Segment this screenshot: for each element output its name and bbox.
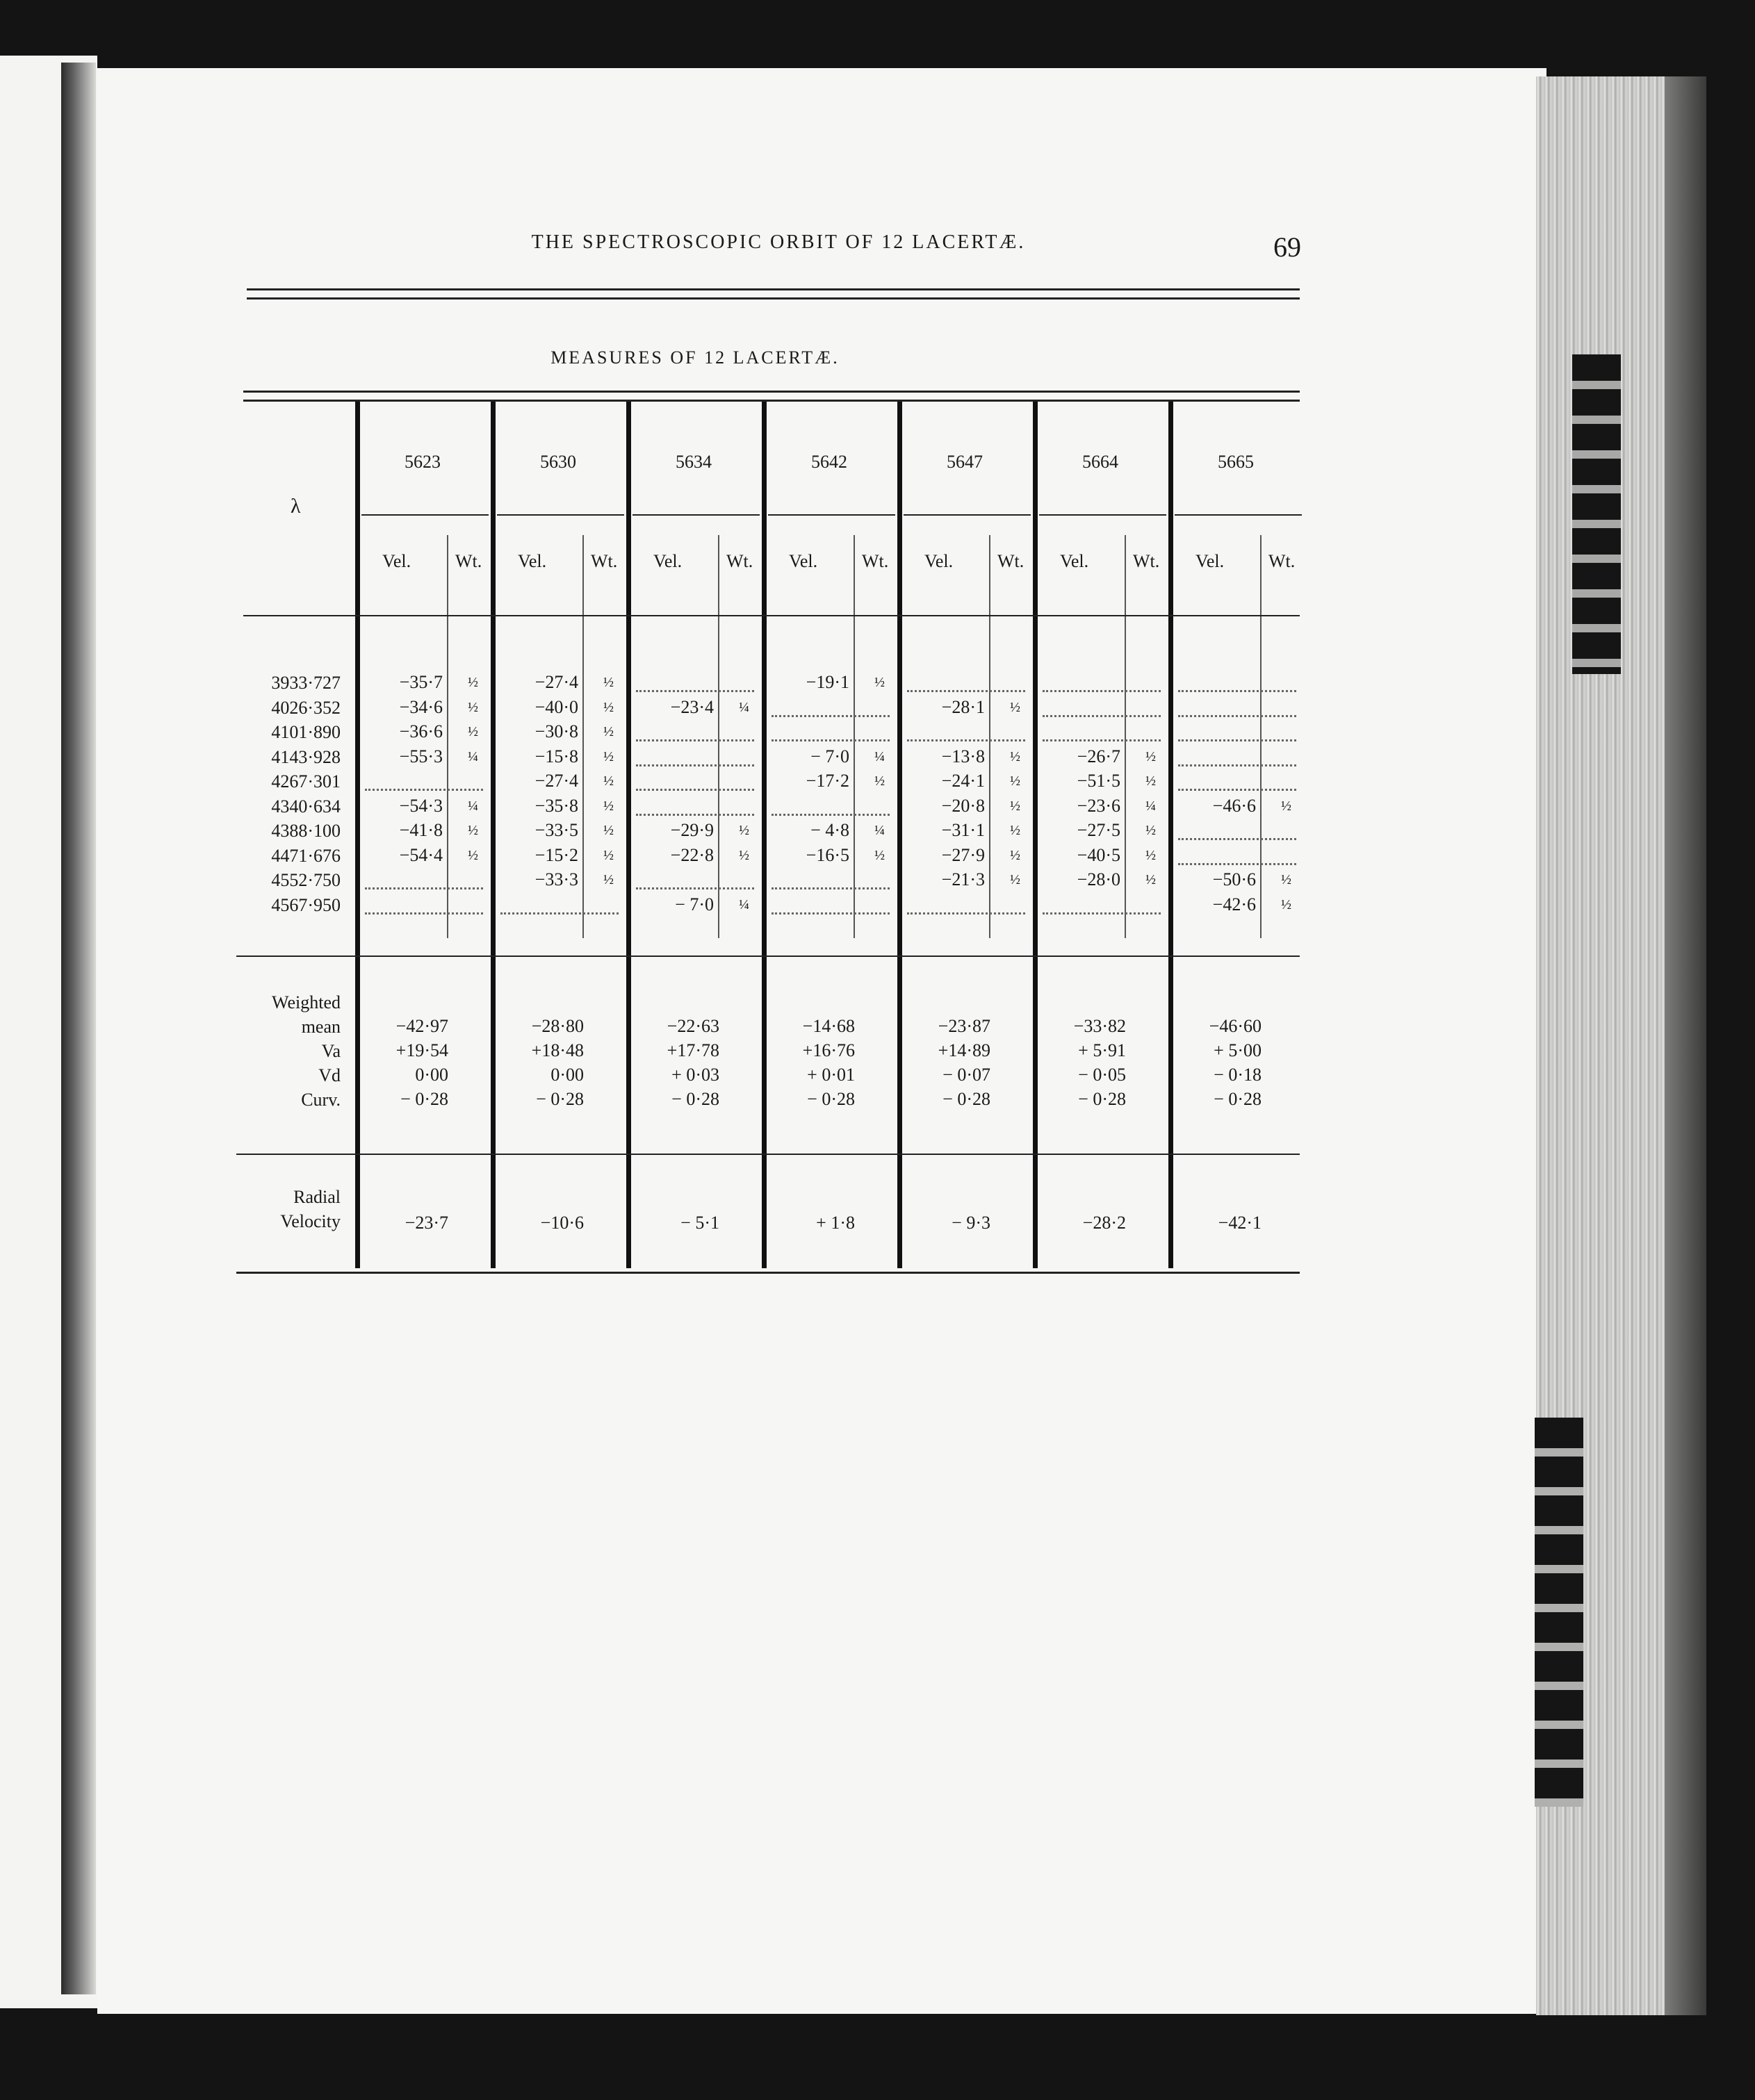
wt-header: Wt. bbox=[591, 551, 618, 571]
wavelength-label: 4567·950 bbox=[271, 894, 341, 915]
empty-cell-leader bbox=[1178, 838, 1296, 840]
empty-cell-leader bbox=[772, 887, 890, 889]
empty-cell-leader bbox=[636, 764, 754, 766]
weight-cell: ½ bbox=[468, 699, 478, 715]
velocity-cell: −54·4 bbox=[399, 844, 443, 865]
summary-value: +16·76 bbox=[802, 1040, 855, 1060]
radial-velocity-value: −23·7 bbox=[405, 1213, 448, 1233]
summary-value: +14·89 bbox=[938, 1040, 990, 1060]
velocity-cell: −27·9 bbox=[941, 844, 985, 865]
book-gutter bbox=[61, 63, 96, 1994]
velocity-cell: −28·0 bbox=[1077, 869, 1120, 889]
vel-wt-divider bbox=[854, 535, 855, 938]
column-divider bbox=[1168, 402, 1173, 1268]
summary-label: Curv. bbox=[301, 1090, 341, 1110]
vel-wt-divider bbox=[447, 535, 448, 938]
wavelength-label: 4267·301 bbox=[271, 771, 341, 791]
empty-cell-leader bbox=[636, 739, 754, 741]
column-divider bbox=[762, 402, 767, 1268]
weight-cell: ¼ bbox=[874, 823, 885, 838]
plate-number: 5664 bbox=[1082, 452, 1118, 472]
velocity-cell: −31·1 bbox=[941, 820, 985, 840]
summary-value: − 0·07 bbox=[942, 1065, 990, 1085]
summary-value: − 0·28 bbox=[536, 1089, 584, 1109]
plate-number: 5630 bbox=[540, 452, 576, 472]
weight-cell: ½ bbox=[468, 847, 478, 863]
weight-cell: ½ bbox=[468, 724, 478, 739]
velocity-cell: −21·3 bbox=[941, 869, 985, 889]
vel-wt-divider bbox=[582, 535, 584, 938]
empty-cell-leader bbox=[1043, 739, 1161, 741]
velocity-cell: −17·2 bbox=[806, 771, 849, 791]
weight-cell: ½ bbox=[1010, 872, 1020, 887]
summary-value: + 0·01 bbox=[807, 1065, 855, 1085]
summary-label: Vd bbox=[318, 1065, 341, 1085]
wavelength-label: 4471·676 bbox=[271, 845, 341, 866]
weight-cell: ½ bbox=[603, 699, 614, 715]
weight-cell: ½ bbox=[874, 773, 885, 789]
summary-value: − 0·28 bbox=[400, 1089, 448, 1109]
wt-header: Wt. bbox=[997, 551, 1025, 571]
header-rule-1 bbox=[247, 288, 1300, 290]
page-number: 69 bbox=[1273, 231, 1301, 263]
column-divider bbox=[355, 402, 360, 1268]
table-top-rule-2 bbox=[243, 400, 1300, 402]
plate-number: 5634 bbox=[676, 452, 712, 472]
empty-cell-leader bbox=[1178, 863, 1296, 865]
weight-cell: ½ bbox=[468, 823, 478, 838]
empty-cell-leader bbox=[636, 814, 754, 816]
velocity-cell: −46·6 bbox=[1212, 795, 1256, 816]
empty-cell-leader bbox=[1043, 690, 1161, 692]
radial-velocity-value: −10·6 bbox=[540, 1213, 584, 1233]
plate-header-rule bbox=[632, 514, 760, 516]
column-divider bbox=[897, 402, 902, 1268]
summary-value: −14·68 bbox=[802, 1016, 855, 1036]
velocity-cell: −30·8 bbox=[534, 721, 578, 741]
library-stamp-top bbox=[1572, 354, 1621, 674]
wavelength-label: 3933·727 bbox=[271, 673, 341, 693]
summary-value: +18·48 bbox=[531, 1040, 584, 1060]
empty-cell-leader bbox=[772, 912, 890, 914]
weight-cell: ½ bbox=[1145, 847, 1156, 863]
wavelength-label: 4101·890 bbox=[271, 722, 341, 742]
plate-number: 5665 bbox=[1218, 452, 1254, 472]
velocity-cell: −40·5 bbox=[1077, 844, 1120, 865]
velocity-cell: −27·5 bbox=[1077, 820, 1120, 840]
velocity-cell: −35·7 bbox=[399, 672, 443, 692]
weight-cell: ½ bbox=[1281, 872, 1291, 887]
wt-header: Wt. bbox=[455, 551, 482, 571]
summary-label: mean bbox=[301, 1017, 341, 1037]
weight-cell: ½ bbox=[603, 798, 614, 814]
velocity-cell: −24·1 bbox=[941, 771, 985, 791]
velocity-cell: −41·8 bbox=[399, 820, 443, 840]
summary-value: −22·63 bbox=[667, 1016, 719, 1036]
empty-cell-leader bbox=[365, 789, 483, 791]
weight-cell: ½ bbox=[1010, 773, 1020, 789]
plate-header-rule bbox=[1175, 514, 1302, 516]
summary-value: −42·97 bbox=[395, 1016, 448, 1036]
empty-cell-leader bbox=[1178, 789, 1296, 791]
summary-value: +17·78 bbox=[667, 1040, 719, 1060]
wavelength-label: 4026·352 bbox=[271, 697, 341, 718]
summary-value: +19·54 bbox=[395, 1040, 448, 1060]
empty-cell-leader bbox=[1178, 690, 1296, 692]
empty-cell-leader bbox=[636, 789, 754, 791]
plate-header-rule bbox=[1039, 514, 1166, 516]
wavelength-label: 4552·750 bbox=[271, 870, 341, 890]
wt-header: Wt. bbox=[1133, 551, 1160, 571]
velocity-cell: −50·6 bbox=[1212, 869, 1256, 889]
weight-cell: ¼ bbox=[874, 748, 885, 764]
radial-velocity-value: − 9·3 bbox=[952, 1213, 990, 1233]
summary-value: −23·87 bbox=[938, 1016, 990, 1036]
wavelength-label: 4388·100 bbox=[271, 821, 341, 841]
weight-cell: ½ bbox=[1010, 798, 1020, 814]
weight-cell: ½ bbox=[1145, 823, 1156, 838]
rv-label: Velocity bbox=[280, 1211, 341, 1231]
radial-velocity-value: + 1·8 bbox=[816, 1213, 855, 1233]
velocity-cell: −40·0 bbox=[534, 696, 578, 717]
empty-cell-leader bbox=[365, 912, 483, 914]
summary-value: + 5·91 bbox=[1078, 1040, 1126, 1060]
weight-cell: ½ bbox=[1010, 847, 1020, 863]
column-divider bbox=[491, 402, 496, 1268]
wt-header: Wt. bbox=[726, 551, 753, 571]
weight-cell: ½ bbox=[1145, 773, 1156, 789]
library-stamp-bottom bbox=[1535, 1418, 1583, 1807]
summary-value: 0·00 bbox=[550, 1065, 584, 1085]
velocity-cell: −35·8 bbox=[534, 795, 578, 816]
velocity-cell: − 7·0 bbox=[675, 894, 714, 914]
empty-cell-leader bbox=[636, 887, 754, 889]
plate-header-rule bbox=[768, 514, 895, 516]
summary-value: − 0·28 bbox=[671, 1089, 719, 1109]
page-edges-shadow bbox=[1665, 76, 1706, 2015]
velocity-cell: −54·3 bbox=[399, 795, 443, 816]
vel-wt-divider bbox=[989, 535, 990, 938]
velocity-cell: −22·8 bbox=[670, 844, 714, 865]
summary-value: + 0·03 bbox=[671, 1065, 719, 1085]
summary-label: Weighted bbox=[272, 992, 341, 1012]
lambda-header: λ bbox=[291, 495, 301, 518]
summary-value: − 0·28 bbox=[1078, 1089, 1126, 1109]
empty-cell-leader bbox=[907, 739, 1025, 741]
summary-value: −28·80 bbox=[531, 1016, 584, 1036]
vel-header: Vel. bbox=[924, 551, 954, 571]
weight-cell: ¼ bbox=[1145, 798, 1156, 814]
vel-wt-divider bbox=[1125, 535, 1126, 938]
table-bottom-rule bbox=[236, 1272, 1300, 1274]
plate-number: 5642 bbox=[811, 452, 847, 472]
velocity-cell: − 4·8 bbox=[810, 820, 849, 840]
summary-value: − 0·28 bbox=[1214, 1089, 1262, 1109]
weight-cell: ½ bbox=[603, 773, 614, 789]
empty-cell-leader bbox=[907, 912, 1025, 914]
summary-value: − 0·28 bbox=[942, 1089, 990, 1109]
velocity-cell: −29·9 bbox=[670, 820, 714, 840]
velocity-cell: −36·6 bbox=[399, 721, 443, 741]
plate-number: 5647 bbox=[947, 452, 983, 472]
weight-cell: ¼ bbox=[468, 798, 478, 814]
velocity-cell: −55·3 bbox=[399, 746, 443, 766]
weight-cell: ½ bbox=[603, 872, 614, 887]
summary-value: + 5·00 bbox=[1214, 1040, 1262, 1060]
column-divider bbox=[626, 402, 631, 1268]
wt-header: Wt. bbox=[1268, 551, 1296, 571]
vel-header: Vel. bbox=[1195, 551, 1225, 571]
rv-top-rule bbox=[236, 1154, 1300, 1155]
weight-cell: ½ bbox=[874, 675, 885, 690]
summary-value: 0·00 bbox=[415, 1065, 448, 1085]
summary-value: − 0·05 bbox=[1078, 1065, 1126, 1085]
velocity-cell: −42·6 bbox=[1212, 894, 1256, 914]
vel-header: Vel. bbox=[1060, 551, 1089, 571]
wavelength-label: 4143·928 bbox=[271, 746, 341, 767]
velocity-cell: −27·4 bbox=[534, 771, 578, 791]
radial-velocity-value: −28·2 bbox=[1082, 1213, 1126, 1233]
header-rule-2 bbox=[247, 297, 1300, 300]
velocity-cell: −13·8 bbox=[941, 746, 985, 766]
weight-cell: ½ bbox=[1281, 896, 1291, 912]
plate-header-rule bbox=[904, 514, 1031, 516]
vel-header: Vel. bbox=[382, 551, 411, 571]
velocity-cell: −16·5 bbox=[806, 844, 849, 865]
velocity-cell: −26·7 bbox=[1077, 746, 1120, 766]
weight-cell: ½ bbox=[1010, 823, 1020, 838]
weight-cell: ½ bbox=[1010, 699, 1020, 715]
empty-cell-leader bbox=[1043, 715, 1161, 717]
wavelength-label: 4340·634 bbox=[271, 796, 341, 817]
summary-value: −46·60 bbox=[1209, 1016, 1262, 1036]
velocity-cell: −34·6 bbox=[399, 696, 443, 717]
weight-cell: ½ bbox=[739, 847, 749, 863]
velocity-cell: −20·8 bbox=[941, 795, 985, 816]
column-divider bbox=[1033, 402, 1038, 1268]
header-bottom-rule bbox=[243, 615, 1300, 616]
summary-value: − 0·18 bbox=[1214, 1065, 1262, 1085]
summary-label: Va bbox=[321, 1041, 341, 1061]
empty-cell-leader bbox=[772, 715, 890, 717]
weight-cell: ½ bbox=[1145, 872, 1156, 887]
radial-velocity-value: −42·1 bbox=[1218, 1213, 1262, 1233]
velocity-cell: −19·1 bbox=[806, 672, 849, 692]
empty-cell-leader bbox=[907, 690, 1025, 692]
weight-cell: ½ bbox=[603, 724, 614, 739]
velocity-cell: −33·5 bbox=[534, 820, 578, 840]
velocity-cell: −15·2 bbox=[534, 844, 578, 865]
weight-cell: ¼ bbox=[468, 748, 478, 764]
wt-header: Wt. bbox=[862, 551, 889, 571]
velocity-cell: −27·4 bbox=[534, 672, 578, 692]
velocity-cell: − 7·0 bbox=[810, 746, 849, 766]
velocity-cell: −23·6 bbox=[1077, 795, 1120, 816]
empty-cell-leader bbox=[365, 887, 483, 889]
weight-cell: ½ bbox=[874, 847, 885, 863]
weight-cell: ½ bbox=[603, 823, 614, 838]
table-top-rule-1 bbox=[243, 391, 1300, 393]
weight-cell: ½ bbox=[1010, 748, 1020, 764]
vel-header: Vel. bbox=[789, 551, 818, 571]
empty-cell-leader bbox=[1043, 912, 1161, 914]
plate-header-rule bbox=[497, 514, 624, 516]
weight-cell: ½ bbox=[603, 675, 614, 690]
empty-cell-leader bbox=[772, 739, 890, 741]
empty-cell-leader bbox=[1178, 739, 1296, 741]
summary-top-rule bbox=[236, 955, 1300, 957]
rv-label: Radial bbox=[293, 1187, 341, 1207]
weight-cell: ½ bbox=[468, 675, 478, 690]
weight-cell: ½ bbox=[1281, 798, 1291, 814]
weight-cell: ½ bbox=[603, 847, 614, 863]
empty-cell-leader bbox=[500, 912, 619, 914]
velocity-cell: −23·4 bbox=[670, 696, 714, 717]
empty-cell-leader bbox=[1178, 764, 1296, 766]
summary-value: −33·82 bbox=[1073, 1016, 1126, 1036]
velocity-cell: −33·3 bbox=[534, 869, 578, 889]
velocity-cell: −15·8 bbox=[534, 746, 578, 766]
summary-value: − 0·28 bbox=[807, 1089, 855, 1109]
table-title: MEASURES OF 12 LACERTÆ. bbox=[550, 347, 840, 368]
vel-wt-divider bbox=[1260, 535, 1262, 938]
radial-velocity-value: − 5·1 bbox=[680, 1213, 719, 1233]
running-head: THE SPECTROSCOPIC ORBIT OF 12 LACERTÆ. bbox=[531, 231, 1026, 253]
velocity-cell: −28·1 bbox=[941, 696, 985, 717]
plate-number: 5623 bbox=[405, 452, 441, 472]
weight-cell: ½ bbox=[1145, 748, 1156, 764]
weight-cell: ½ bbox=[739, 823, 749, 838]
plate-header-rule bbox=[361, 514, 489, 516]
weight-cell: ¼ bbox=[739, 699, 749, 715]
vel-header: Vel. bbox=[653, 551, 683, 571]
vel-wt-divider bbox=[718, 535, 719, 938]
empty-cell-leader bbox=[636, 690, 754, 692]
velocity-cell: −51·5 bbox=[1077, 771, 1120, 791]
vel-header: Vel. bbox=[518, 551, 547, 571]
empty-cell-leader bbox=[772, 814, 890, 816]
weight-cell: ½ bbox=[603, 748, 614, 764]
empty-cell-leader bbox=[1178, 715, 1296, 717]
weight-cell: ¼ bbox=[739, 896, 749, 912]
